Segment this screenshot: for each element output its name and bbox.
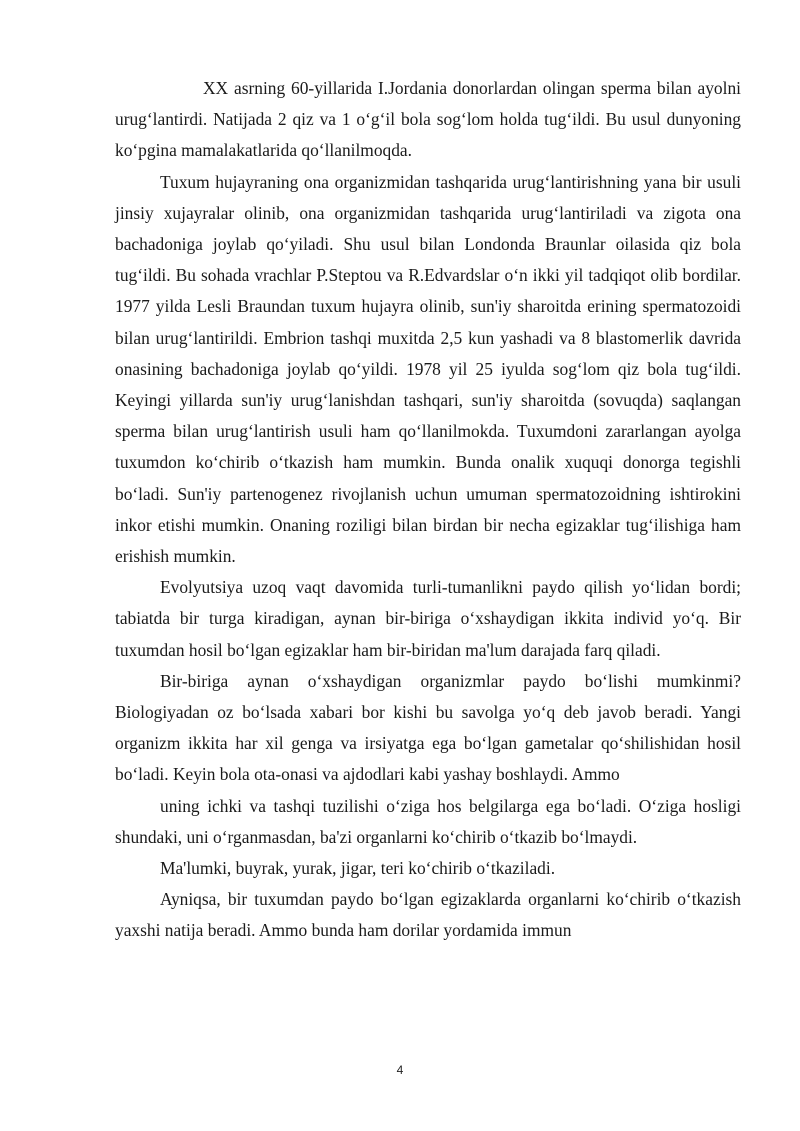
paragraph-3: Evolyutsiya uzoq vaqt davomida turli-tumanlikni paydo qilish yo‘lidan bordi; tabiatda bir turga kiradigan, aynan bir-biriga o‘xshaydigan ikkita individ yo‘q. Bir tuxumdan hosil bo‘lgan egizaklar ham bir-biridan ma'lum darajada farq qiladi. (115, 577, 741, 660)
paragraph-7: Ayniqsa, bir tuxumdan paydo bo‘lgan egizaklarda organlarni ko‘chirib o‘tkazish yaxshi natija beradi. Ammo bunda ham dorilar yordamida immun (115, 889, 741, 941)
paragraph-1: XX asrning 60-yillarida I.Jordania donorlardan olingan sperma bilan ayolni urug‘lantirdi. Natijada 2 qiz va 1 o‘g‘il bola sog‘lom holda tug‘ildi. Bu usul dunyoning ko‘pgina mamalakatlarida qo‘llanilmoqda. (115, 78, 741, 161)
paragraph-2: Tuxum hujayraning ona organizmidan tashqarida urug‘lantirishning yana bir usuli jinsiy xujayralar olinib, ona organizmidan tashqarida urug‘lantiriladi va zigota ona bachadoniga joylab qo‘yiladi. Shu usul bilan Londonda Braunlar oilasida qiz bola tug‘ildi. Bu sohada vrachlar P.Steptou va R.Edvardslar o‘n ikki yil tadqiqot olib bordilar. 1977 yilda Lesli Braundan tuxum hujayra olinib, sun'iy sharoitda erining spermatozoidi bilan urug‘lantirildi. Embrion tashqi muxitda 2,5 kun yashadi va 8 blastomerlik davrida onasining bachadoniga joylab qo‘yildi. 1978 yil 25 iyulda sog‘lom qiz bola tug‘ildi. Keyingi yillarda sun'iy urug‘lanishdan tashqari, sun'iy sharoitda (sovuqda) saqlangan sperma bilan urug‘lantirish usuli ham qo‘llanilmokda. Tuxumdoni zararlangan ayolga tuxumdon ko‘chirib o‘tkazish ham mumkin. Bunda onalik xuquqi donorga tegishli bo‘ladi. Sun'iy partenogenez rivojlanish uchun umuman spermatozoidning ishtirokini inkor etishi mumkin. Onaning roziligi bilan birdan bir necha egizaklar tug‘ilishiga ham erishish mumkin. (115, 171, 741, 567)
paragraph-4: Bir-biriga aynan o‘xshaydigan organizmlar paydo bo‘lishi mumkinmi? Biologiyadan oz bo‘lsada xabari bor kishi bu savolga yo‘q deb javob beradi. Yangi organizm ikkita har xil genga va irsiyatga ega bo‘lgan gametalar qo‘shilishidan hosil bo‘ladi. Keyin bola ota-onasi va ajdodlari kabi yashay boshlaydi. Ammo (115, 670, 741, 785)
paragraph-5: uning ichki va tashqi tuzilishi o‘ziga hos belgilarga ega bo‘ladi. O‘ziga hosligi shundaki, uni o‘rganmasdan, ba'zi organlarni ko‘chirib o‘tkazib bo‘lmaydi. (115, 795, 741, 847)
body-text (115, 73, 741, 947)
paragraph-6: Ma'lumki, buyrak, yurak, jigar, teri ko‘chirib o‘tkaziladi. (160, 858, 556, 879)
page-number: 4 (396, 1063, 404, 1077)
